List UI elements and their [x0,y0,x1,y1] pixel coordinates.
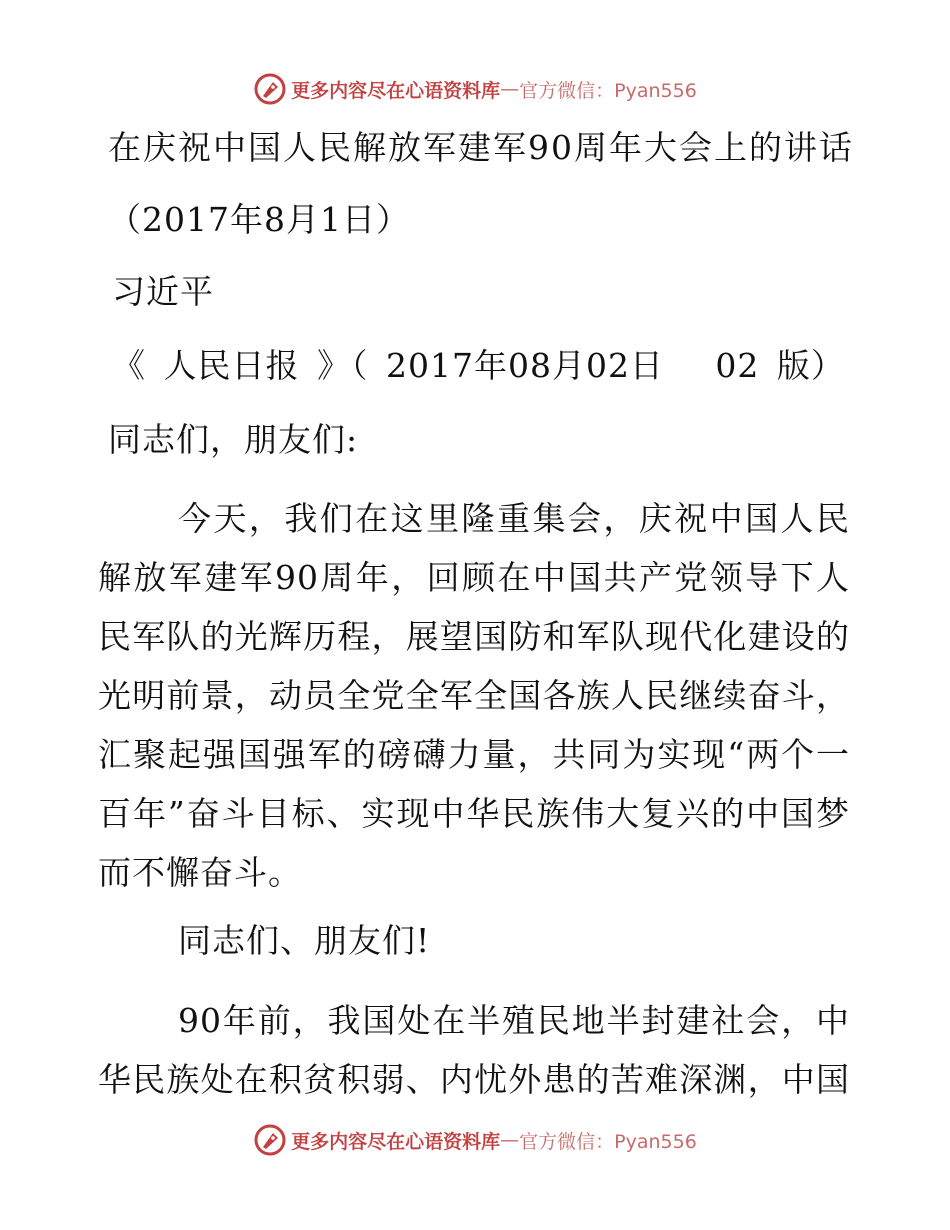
paragraph-2 [98,911,850,970]
watermark-brand: 更多内容尽在心语资料库 [291,79,501,102]
paragraph-3 [98,991,850,1109]
paragraph-line: 90年前，我国处在半殖民地半封建社会，中 [178,1001,850,1040]
document-source: 《 人民日报 》（ 2017年08月02日 02 版） [112,346,845,385]
document-title: 在庆祝中国人民解放军建军90周年大会上的讲话 [108,128,854,167]
watermark-contact: 官方微信：Pyan556 [519,1130,697,1153]
paragraph-line: 今天，我们在这里隆重集会，庆祝中国人民 [178,499,850,538]
paragraph-line: 百年”奋斗目标、实现中华民族伟大复兴的中国梦 [98,794,850,833]
footer-watermark [0,1120,950,1160]
paragraph-line: 同志们、朋友们! [178,921,431,960]
watermark-contact: 官方微信：Pyan556 [519,79,697,102]
paragraph-line: 解放军建军90周年，回顾在中国共产党领导下人 [98,558,850,597]
watermark-brand: 更多内容尽在心语资料库 [291,1130,501,1153]
paragraph-line: 华民族处在积贫积弱、内忧外患的苦难深渊，中国 [98,1060,850,1099]
watermark-separator: — [500,78,520,100]
pen-nib-logo-icon [253,1123,287,1157]
pen-nib-logo-icon [253,72,287,106]
document-author: 习近平 [112,272,214,311]
paragraph-line: 民军队的光辉历程，展望国防和军队现代化建设的 [98,617,850,656]
paragraph-line: 光明前景，动员全党全军全国各族人民继续奋斗， [98,676,850,715]
paragraph-1 [98,489,850,902]
header-watermark [0,69,950,109]
paragraph-line: 而不懈奋斗。 [98,853,302,892]
document-greeting: 同志们，朋友们: [108,420,359,459]
watermark-separator: — [500,1129,520,1151]
paragraph-line: 汇聚起强国强军的磅礴力量，共同为实现“两个一 [98,735,850,774]
document-date: （2017年8月1日） [108,200,410,239]
